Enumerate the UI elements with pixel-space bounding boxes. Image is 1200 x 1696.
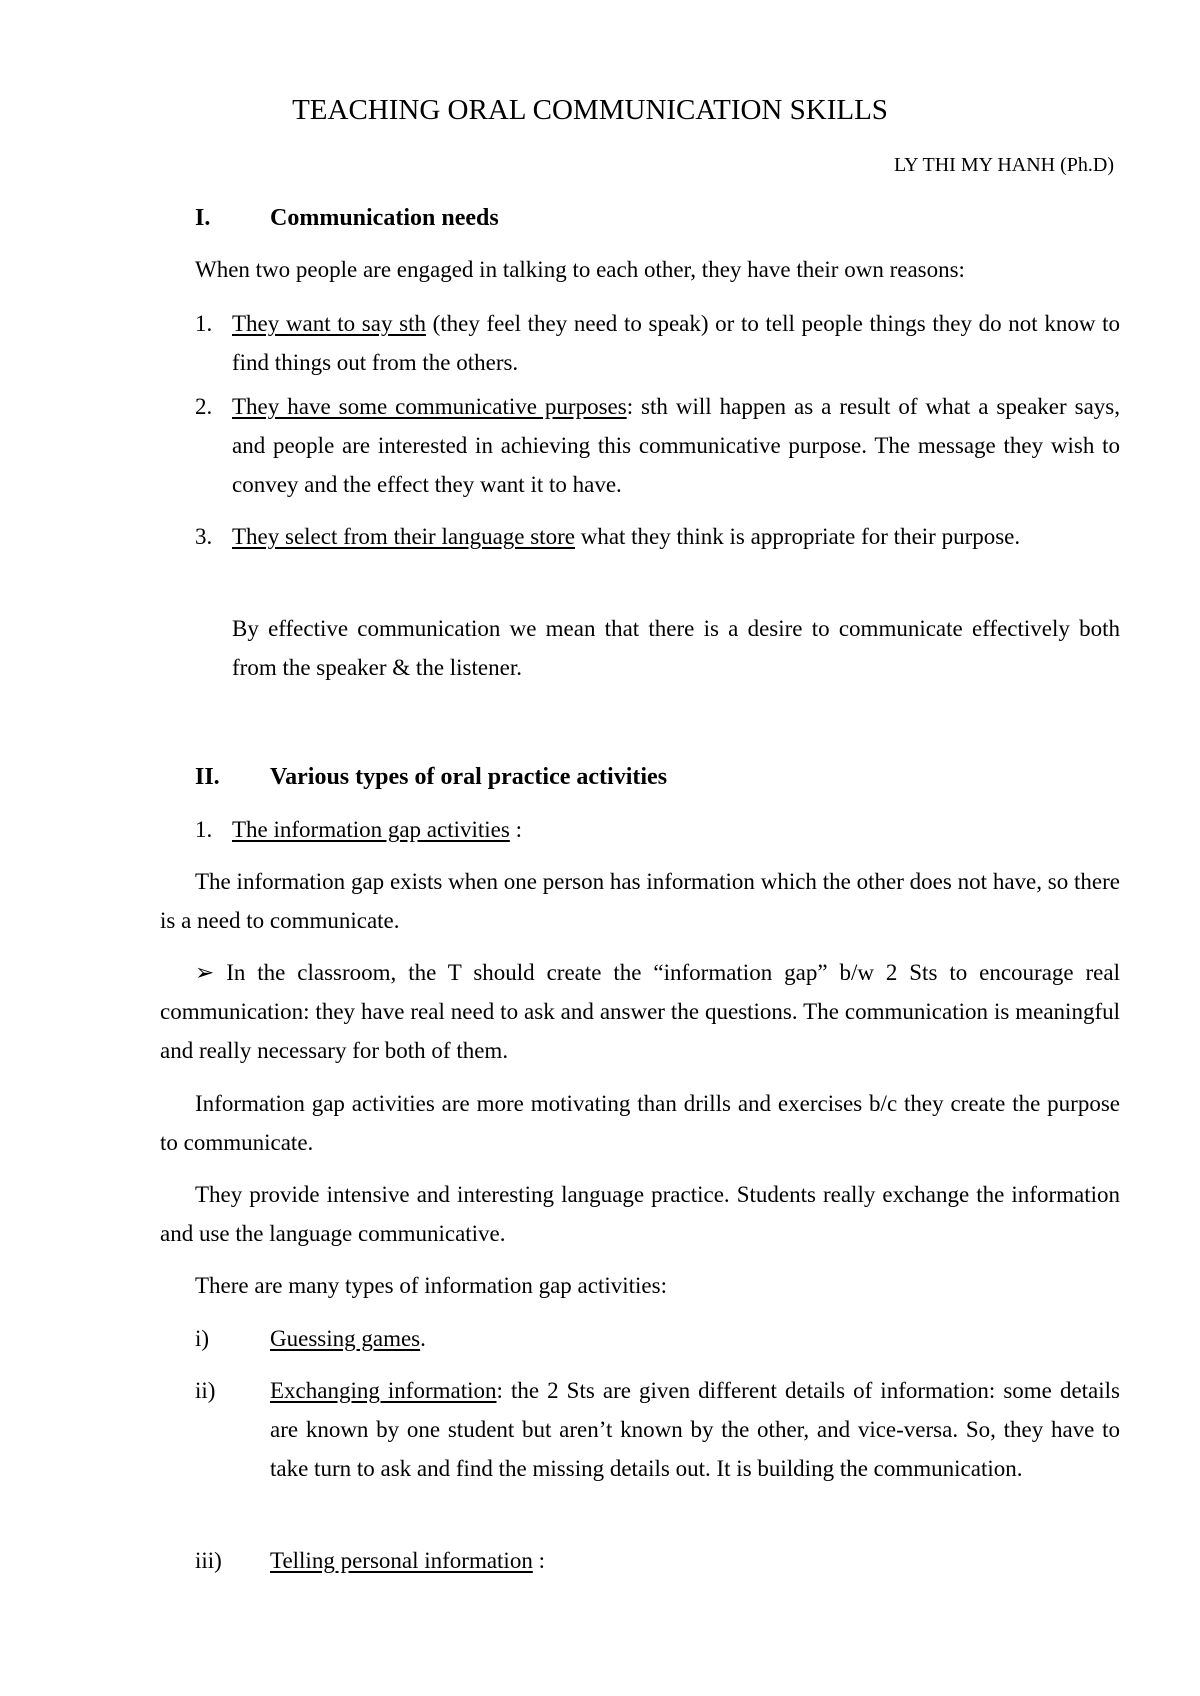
list-item-number: 2. xyxy=(195,394,213,419)
underlined-phrase: They select from their language store xyxy=(232,524,575,549)
paragraph: Information gap activities are more motivating than drills and exercises b/c they create the purpose to communicate. xyxy=(160,1091,1120,1155)
list-item-text xyxy=(232,517,1120,556)
paragraph: The information gap exists when one person has information which the other does not have, so there is a need to communicate. xyxy=(160,869,1120,933)
roman-item-text xyxy=(270,1319,1120,1358)
underlined-phrase: Telling personal information xyxy=(270,1548,533,1573)
roman-item-number: ii) xyxy=(195,1378,216,1403)
roman-item-number: iii) xyxy=(195,1548,222,1573)
underlined-phrase: The information gap activities xyxy=(232,817,510,842)
underlined-phrase: Guessing games xyxy=(270,1326,421,1351)
list-item-text xyxy=(232,387,1120,504)
section-2-heading: Various types of oral practice activities xyxy=(270,764,668,790)
underlined-phrase: They have some communicative purposes xyxy=(232,394,627,419)
arrow-bullet-icon: ➢ xyxy=(195,960,215,985)
roman-item-text xyxy=(270,1371,1120,1488)
bullet-paragraph xyxy=(160,953,1120,1070)
section-1-intro: When two people are engaged in talking to each other, they have their own reasons: xyxy=(195,257,965,282)
bullet-paragraph-text: In the classroom, the T should create the “information gap” b/w 2 Sts to encourage real communication: they have real need to ask and answer the questions. The communication is meaningful and really necessary for both of them. xyxy=(160,960,1120,1063)
section-1-closing: By effective communication we mean that there is a desire to communicate effectively both from the speaker & the listener. xyxy=(232,616,1120,680)
roman-item-rest: . xyxy=(420,1326,426,1351)
section-2-number: II. xyxy=(195,764,220,790)
section-1-heading: Communication needs xyxy=(270,205,499,231)
underlined-phrase: Exchanging information xyxy=(270,1378,497,1403)
roman-item-rest: : xyxy=(532,1548,545,1573)
list-item-text xyxy=(232,304,1120,382)
author-line: LY THI MY HANH (Ph.D) xyxy=(893,154,1114,176)
list-item-number: 3. xyxy=(195,524,213,549)
subsection-suffix: : xyxy=(509,817,522,842)
list-item-rest: : sth will happen as a result of what a speaker says, and people are interested in achieving this communicative purpose. The message they wish to convey and the effect they want it to have. xyxy=(232,394,1120,497)
roman-item-rest: : the 2 Sts are given different details of information: some details are known by one student but aren’t known by the other, and vice-versa. So, they have to take turn to ask and find the missing details out. It is building the communication. xyxy=(270,1378,1120,1481)
paragraph: They provide intensive and interesting language practice. Students really exchange the information and use the language communicative. xyxy=(160,1182,1120,1246)
list-item-number: 1. xyxy=(195,311,213,336)
section-1-number: I. xyxy=(195,205,211,231)
roman-item-number: i) xyxy=(195,1326,210,1351)
subsection-title xyxy=(232,810,1120,849)
list-item-rest: (they feel they need to speak) or to tell people things they do not know to find things out from the others. xyxy=(232,311,1120,375)
roman-item-text xyxy=(270,1541,1120,1580)
list-item-rest: what they think is appropriate for their purpose. xyxy=(574,524,1021,549)
underlined-phrase: They want to say sth xyxy=(232,311,426,336)
paragraph: There are many types of information gap activities: xyxy=(195,1273,667,1298)
document-title: TEACHING ORAL COMMUNICATION SKILLS xyxy=(292,94,888,126)
subsection-number: 1. xyxy=(195,817,213,842)
